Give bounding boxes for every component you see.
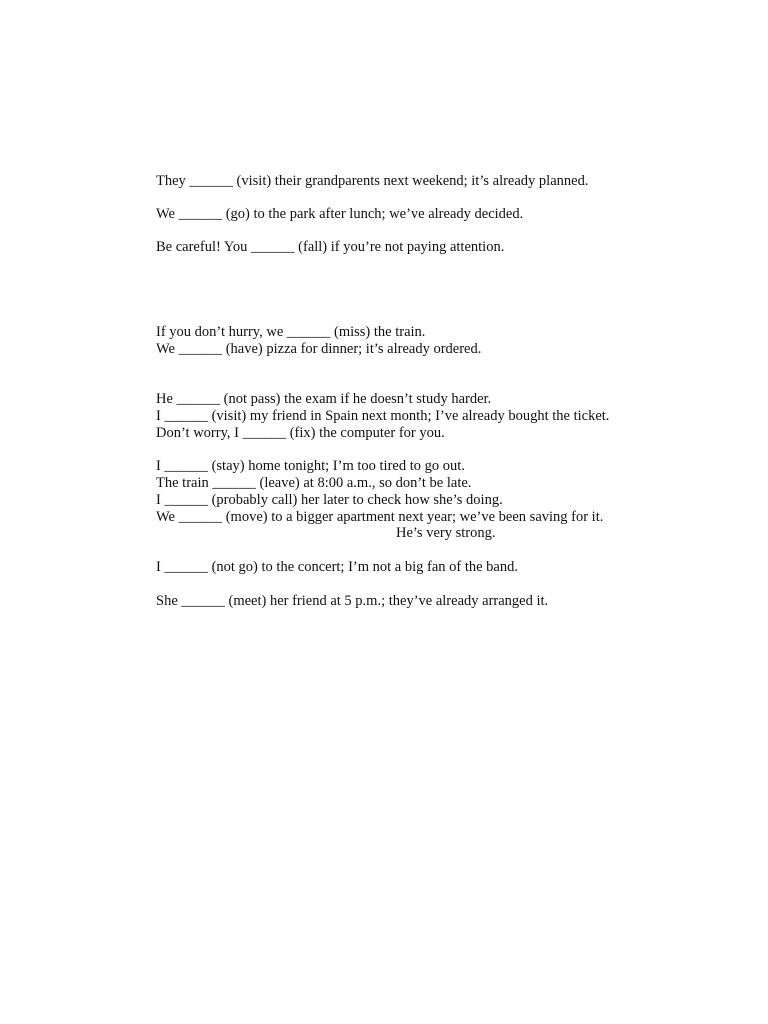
sentence-line: We ______ (move) to a bigger apartment next year; we’ve been saving for it. [156,509,604,525]
sentence-line: I ______ (not go) to the concert; I’m not a big fan of the band. [156,559,518,575]
sentence-line: They ______ (visit) their grandparents next weekend; it’s already planned. [156,173,589,189]
sentence-line: The train ______ (leave) at 8:00 a.m., so don’t be late. [156,475,472,491]
sentence-line: He ______ (not pass) the exam if he doesn’t study harder. [156,391,492,407]
sentence-line: Be careful! You ______ (fall) if you’re not paying attention. [156,239,505,255]
sentence-line: Don’t worry, I ______ (fix) the computer for you. [156,425,445,441]
sentence-line: If you don’t hurry, we ______ (miss) the train. [156,324,426,340]
sentence-line: I ______ (stay) home tonight; I’m too tired to go out. [156,458,465,474]
sentence-line: We ______ (have) pizza for dinner; it’s already ordered. [156,341,482,357]
sentence-line: She ______ (meet) her friend at 5 p.m.; they’ve already arranged it. [156,593,549,609]
sentence-line: I ______ (visit) my friend in Spain next month; I’ve already bought the ticket. [156,408,610,424]
sentence-line: I ______ (probably call) her later to check how she’s doing. [156,492,503,508]
sentence-line: We ______ (go) to the park after lunch; we’ve already decided. [156,206,524,222]
stray-sentence: He’s very strong. [396,525,496,541]
